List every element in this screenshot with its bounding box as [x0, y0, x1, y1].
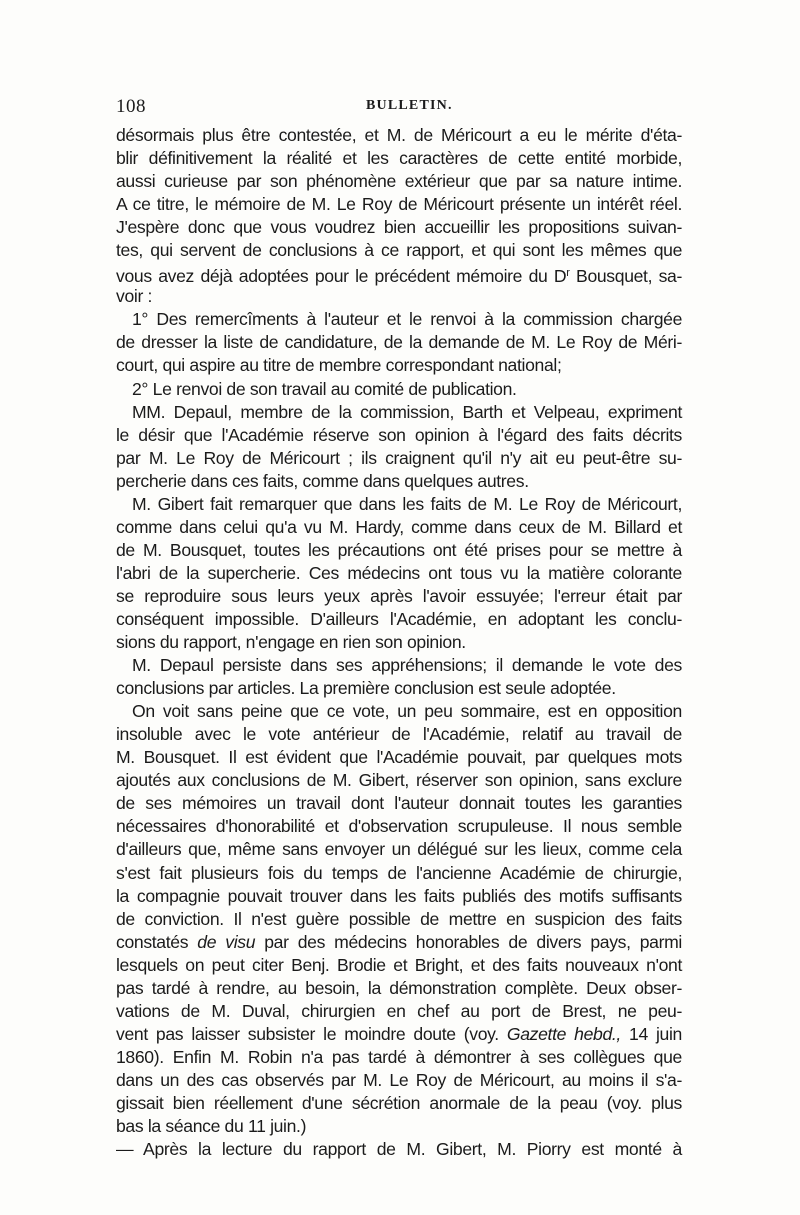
- text-line: gissait bien réellement d'une sécrétion anormale de la peau (voy. plus: [116, 1092, 682, 1113]
- text-line: de ses mémoires un travail dont l'auteur donnait toutes les garanties: [116, 793, 682, 814]
- text-line: vations de M. Duval, chirurgien en chef au port de Brest, ne peu-: [116, 1000, 682, 1021]
- text-line: 2° Le renvoi de son travail au comité de publication.: [132, 378, 517, 399]
- body-text: [116, 124, 682, 1161]
- text-line: M. Bousquet. Il est évident que l'Académie pouvait, par quelques mots: [116, 747, 682, 768]
- text-line: [116, 262, 682, 285]
- text-line: pas tardé à rendre, au besoin, la démonstration complète. Deux obser-: [116, 977, 682, 998]
- text-line: bas la séance du 11 juin.): [116, 1116, 307, 1137]
- text-line: 1° Des remercîments à l'auteur et le renvoi à la commission chargée: [132, 309, 682, 330]
- text-line: s'est fait plusieurs fois du temps de l'ancienne Académie de chirurgie,: [116, 862, 682, 883]
- text-line: MM. Depaul, membre de la commission, Barth et Velpeau, expriment: [132, 401, 682, 422]
- text-line: blir définitivement la réalité et les caractères de cette entité morbide,: [116, 148, 682, 169]
- line-text: Bousquet, sa-: [569, 266, 682, 287]
- text-line: ajoutés aux conclusions de M. Gibert, réserver son opinion, sans exclure: [116, 770, 682, 791]
- text-line: le désir que l'Académie réserve son opinion à l'égard des faits décrits: [116, 424, 682, 445]
- italic-phrase: Gazette hebd.,: [506, 1023, 621, 1044]
- text-line: On voit sans peine que ce vote, un peu sommaire, est en opposition: [132, 701, 682, 722]
- text-line: A ce titre, le mémoire de M. Le Roy de Méricourt présente un intérêt réel.: [116, 194, 682, 215]
- superscript: r: [566, 267, 570, 280]
- text-line: la compagnie pouvait trouver dans les faits publiés des motifs suffisants: [116, 885, 682, 906]
- text-line: comme dans celui qu'a vu M. Hardy, comme dans ceux de M. Billard et: [116, 516, 682, 537]
- text-line: insoluble avec le vote antérieur de l'Académie, relatif au travail de: [116, 724, 682, 745]
- text-line: d'ailleurs que, même sans envoyer un délégué sur les lieux, comme cela: [116, 839, 682, 860]
- page-number: 108: [116, 96, 146, 117]
- line-text: constatés: [116, 931, 198, 952]
- line-text: vent pas laisser subsister le moindre doute (voy.: [116, 1023, 507, 1044]
- line-text: 14 juin: [620, 1023, 682, 1044]
- text-line: se reproduire sous leurs yeux après l'avoir essuyée; l'erreur était par: [116, 585, 682, 606]
- text-line: aussi curieuse par son phénomène extérieur que par sa nature intime.: [116, 171, 682, 192]
- text-line: nécessaires d'honorabilité et d'observation scrupuleuse. Il nous semble: [116, 816, 682, 837]
- text-line: de M. Bousquet, toutes les précautions ont été prises pour se mettre à: [116, 539, 682, 560]
- text-line: par M. Le Roy de Méricourt ; ils craignent qu'il n'y ait eu peut-être su-: [116, 447, 682, 468]
- italic-phrase: de visu: [197, 931, 256, 952]
- text-line: M. Gibert fait remarquer que dans les faits de M. Le Roy de Méricourt,: [132, 493, 682, 514]
- page-header: [116, 96, 682, 120]
- text-line: — Après la lecture du rapport de M. Gibert, M. Piorry est monté à: [116, 1139, 682, 1160]
- text-line: de conviction. Il n'est guère possible de mettre en suspicion des faits: [116, 908, 682, 929]
- text-line: percherie dans ces faits, comme dans quelques autres.: [116, 470, 529, 491]
- text-line: 1860). Enfin M. Robin n'a pas tardé à démontrer à ses collègues que: [116, 1046, 682, 1067]
- line-text: vous avez déjà adoptées pour le précédent mémoire du D: [116, 266, 567, 287]
- text-line: conclusions par articles. La première conclusion est seule adoptée.: [116, 678, 616, 699]
- running-head: BULLETIN.: [366, 98, 453, 113]
- text-line: voir :: [116, 286, 153, 307]
- text-line: dans un des cas observés par M. Le Roy de Méricourt, au moins il s'a-: [116, 1069, 682, 1090]
- text-line: [116, 1023, 682, 1046]
- text-line: [116, 931, 682, 954]
- text-line: tes, qui servent de conclusions à ce rapport, et qui sont les mêmes que: [116, 240, 682, 261]
- text-line: désormais plus être contestée, et M. de Méricourt a eu le mérite d'éta-: [116, 125, 682, 145]
- text-line: l'abri de la supercherie. Ces médecins ont tous vu la matière colorante: [116, 562, 682, 583]
- text-line: M. Depaul persiste dans ses appréhensions; il demande le vote des: [132, 655, 682, 676]
- text-line: conséquent impossible. D'ailleurs l'Académie, en adoptant les conclu-: [116, 608, 682, 629]
- text-line: lesquels on peut citer Benj. Brodie et Bright, et des faits nouveaux n'ont: [116, 954, 682, 975]
- text-line: sions du rapport, n'engage en rien son opinion.: [116, 632, 466, 653]
- text-line: de dresser la liste de candidature, de la demande de M. Le Roy de Méri-: [116, 332, 682, 353]
- text-line: J'espère donc que vous voudrez bien accueillir les propositions suivan-: [116, 217, 682, 238]
- text-line: court, qui aspire au titre de membre correspondant national;: [116, 355, 562, 376]
- line-text: par des médecins honorables de divers pays, parmi: [255, 931, 682, 952]
